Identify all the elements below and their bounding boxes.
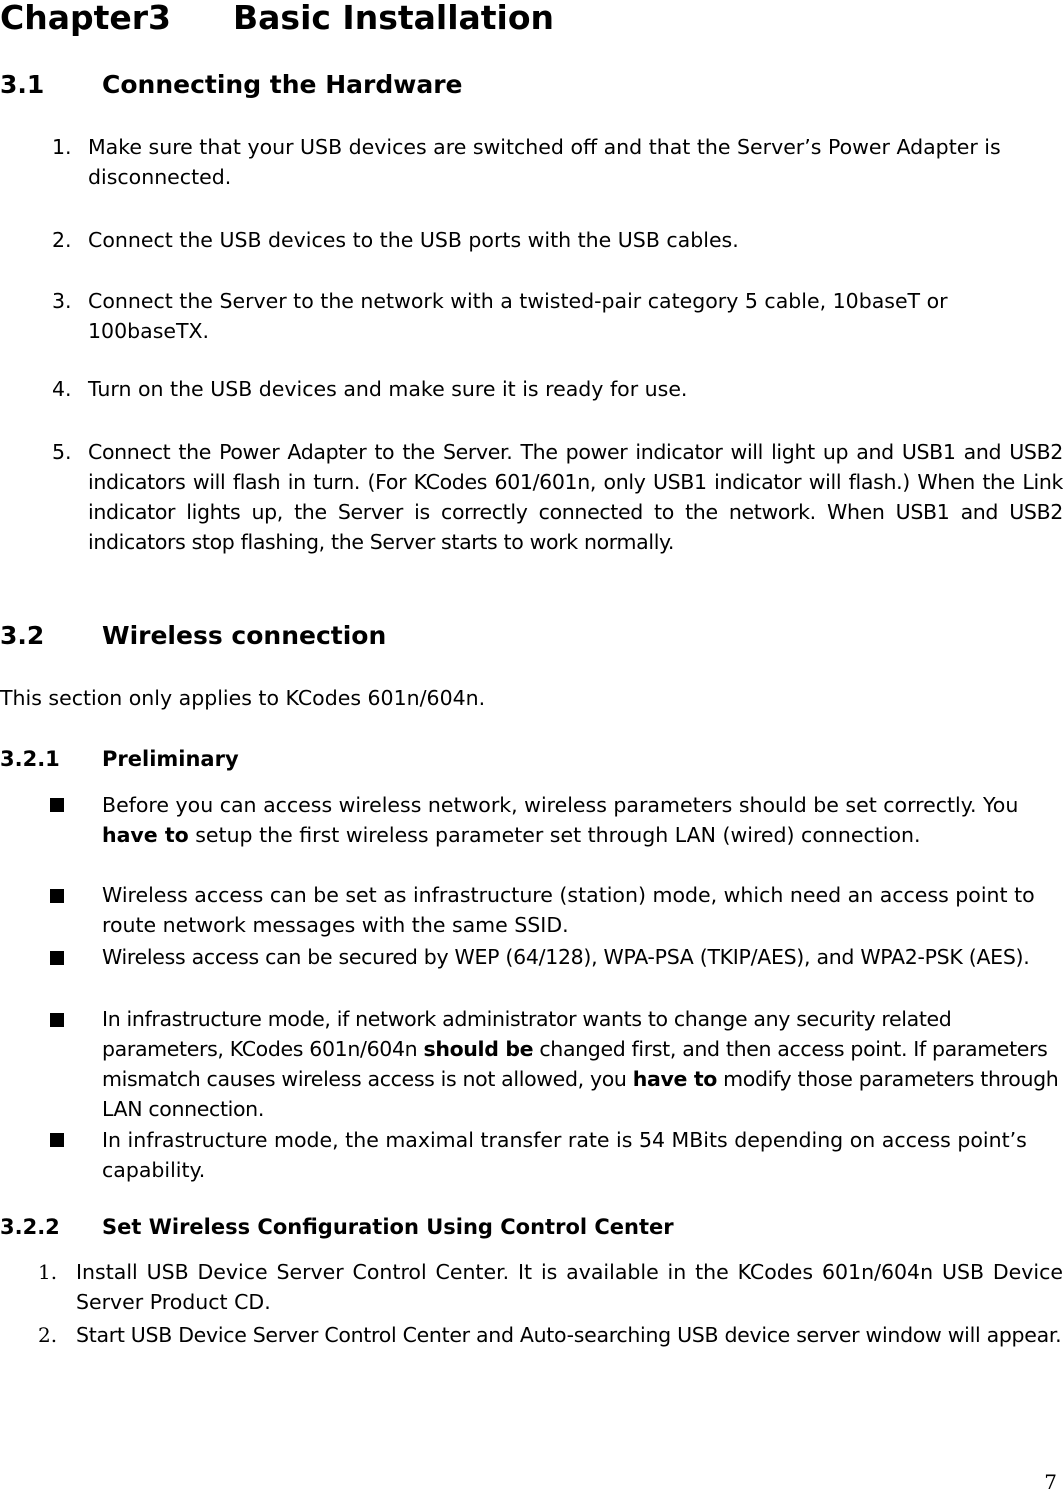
list-item-number: 4.: [52, 377, 72, 401]
square-bullet-icon: [50, 889, 64, 903]
list-item: Install USB Device Server Control Center. It is available in the KCodes 601n/604n USB Device Server Product CD.: [76, 1260, 1063, 1314]
section-title: Preliminary: [102, 747, 239, 771]
page-number: 7: [1044, 1470, 1057, 1494]
list-item-number: 1.: [38, 1260, 58, 1284]
list-item-number: 2.: [38, 1323, 58, 1347]
section-title: Set Wireless Configuration Using Control Center: [102, 1215, 674, 1239]
square-bullet-icon: [50, 1013, 64, 1027]
list-item: Connect the USB devices to the USB ports with the USB cables.: [88, 228, 739, 252]
list-item: Wireless access can be secured by WEP (64/128), WPA-PSA (TKIP/AES), and WPA2-PSK (AES).: [102, 945, 1030, 969]
list-item: Connect the Server to the network with a twisted-pair category 5 cable, 10baseT or 100baseTX.: [88, 289, 948, 343]
list-item-number: 2.: [52, 228, 72, 252]
list-item-number: 5.: [52, 440, 72, 464]
subsection-3-2-2-heading: [0, 1214, 674, 1240]
section-number: 3.1: [0, 70, 45, 99]
chapter-title: [0, 0, 554, 36]
square-bullet-icon: [50, 798, 64, 812]
list-item-number: 1.: [52, 135, 72, 159]
list-item: Turn on the USB devices and make sure it is ready for use.: [88, 377, 688, 401]
list-item: Wireless access can be set as infrastructure (station) mode, which need an access point to route network messages with the same SSID.: [102, 883, 1035, 937]
section-number: 3.2.2: [0, 1215, 60, 1239]
subsection-3-2-1-heading: [0, 746, 239, 772]
list-item: In infrastructure mode, if network administrator wants to change any security related parameters, KCodes 601n/604n should be changed first, and then access point. If parameters mismatch causes wireless access is not allowed, you have to modify those parameters through LAN connection.: [102, 1007, 1059, 1121]
section-3-2-heading: [0, 621, 386, 651]
chapter-name: Basic Installation: [233, 0, 555, 37]
list-item: Before you can access wireless network, wireless parameters should be set correctly. You have to setup the first wireless parameter set through LAN (wired) connection.: [102, 793, 1019, 847]
section-title: Wireless connection: [102, 621, 387, 650]
list-item: Start USB Device Server Control Center and Auto-searching USB device server window will appear.: [76, 1323, 1062, 1347]
list-item: Make sure that your USB devices are switched off and that the Server’s Power Adapter is disconnected.: [88, 135, 1001, 189]
square-bullet-icon: [50, 1133, 64, 1147]
section-number: 3.2.1: [0, 747, 60, 771]
list-item: In infrastructure mode, the maximal transfer rate is 54 MBits depending on access point’s capability.: [102, 1128, 1027, 1182]
square-bullet-icon: [50, 951, 64, 965]
list-item: Connect the Power Adapter to the Server. The power indicator will light up and USB1 and USB2 indicators will flash in turn. (For KCodes 601/601n, only USB1 indicator will flash.) When the Link indicator lights up, the Server is correctly connected to the network. When USB1 and USB2 indicators stop flashing, the Server starts to work normally.: [88, 440, 1063, 554]
list-item-number: 3.: [52, 289, 72, 313]
chapter-label: Chapter3: [0, 0, 171, 37]
section-number: 3.2: [0, 621, 45, 650]
section-3-1-heading: [0, 70, 463, 100]
section-intro: This section only applies to KCodes 601n/604n.: [0, 686, 486, 710]
section-title: Connecting the Hardware: [102, 70, 463, 99]
